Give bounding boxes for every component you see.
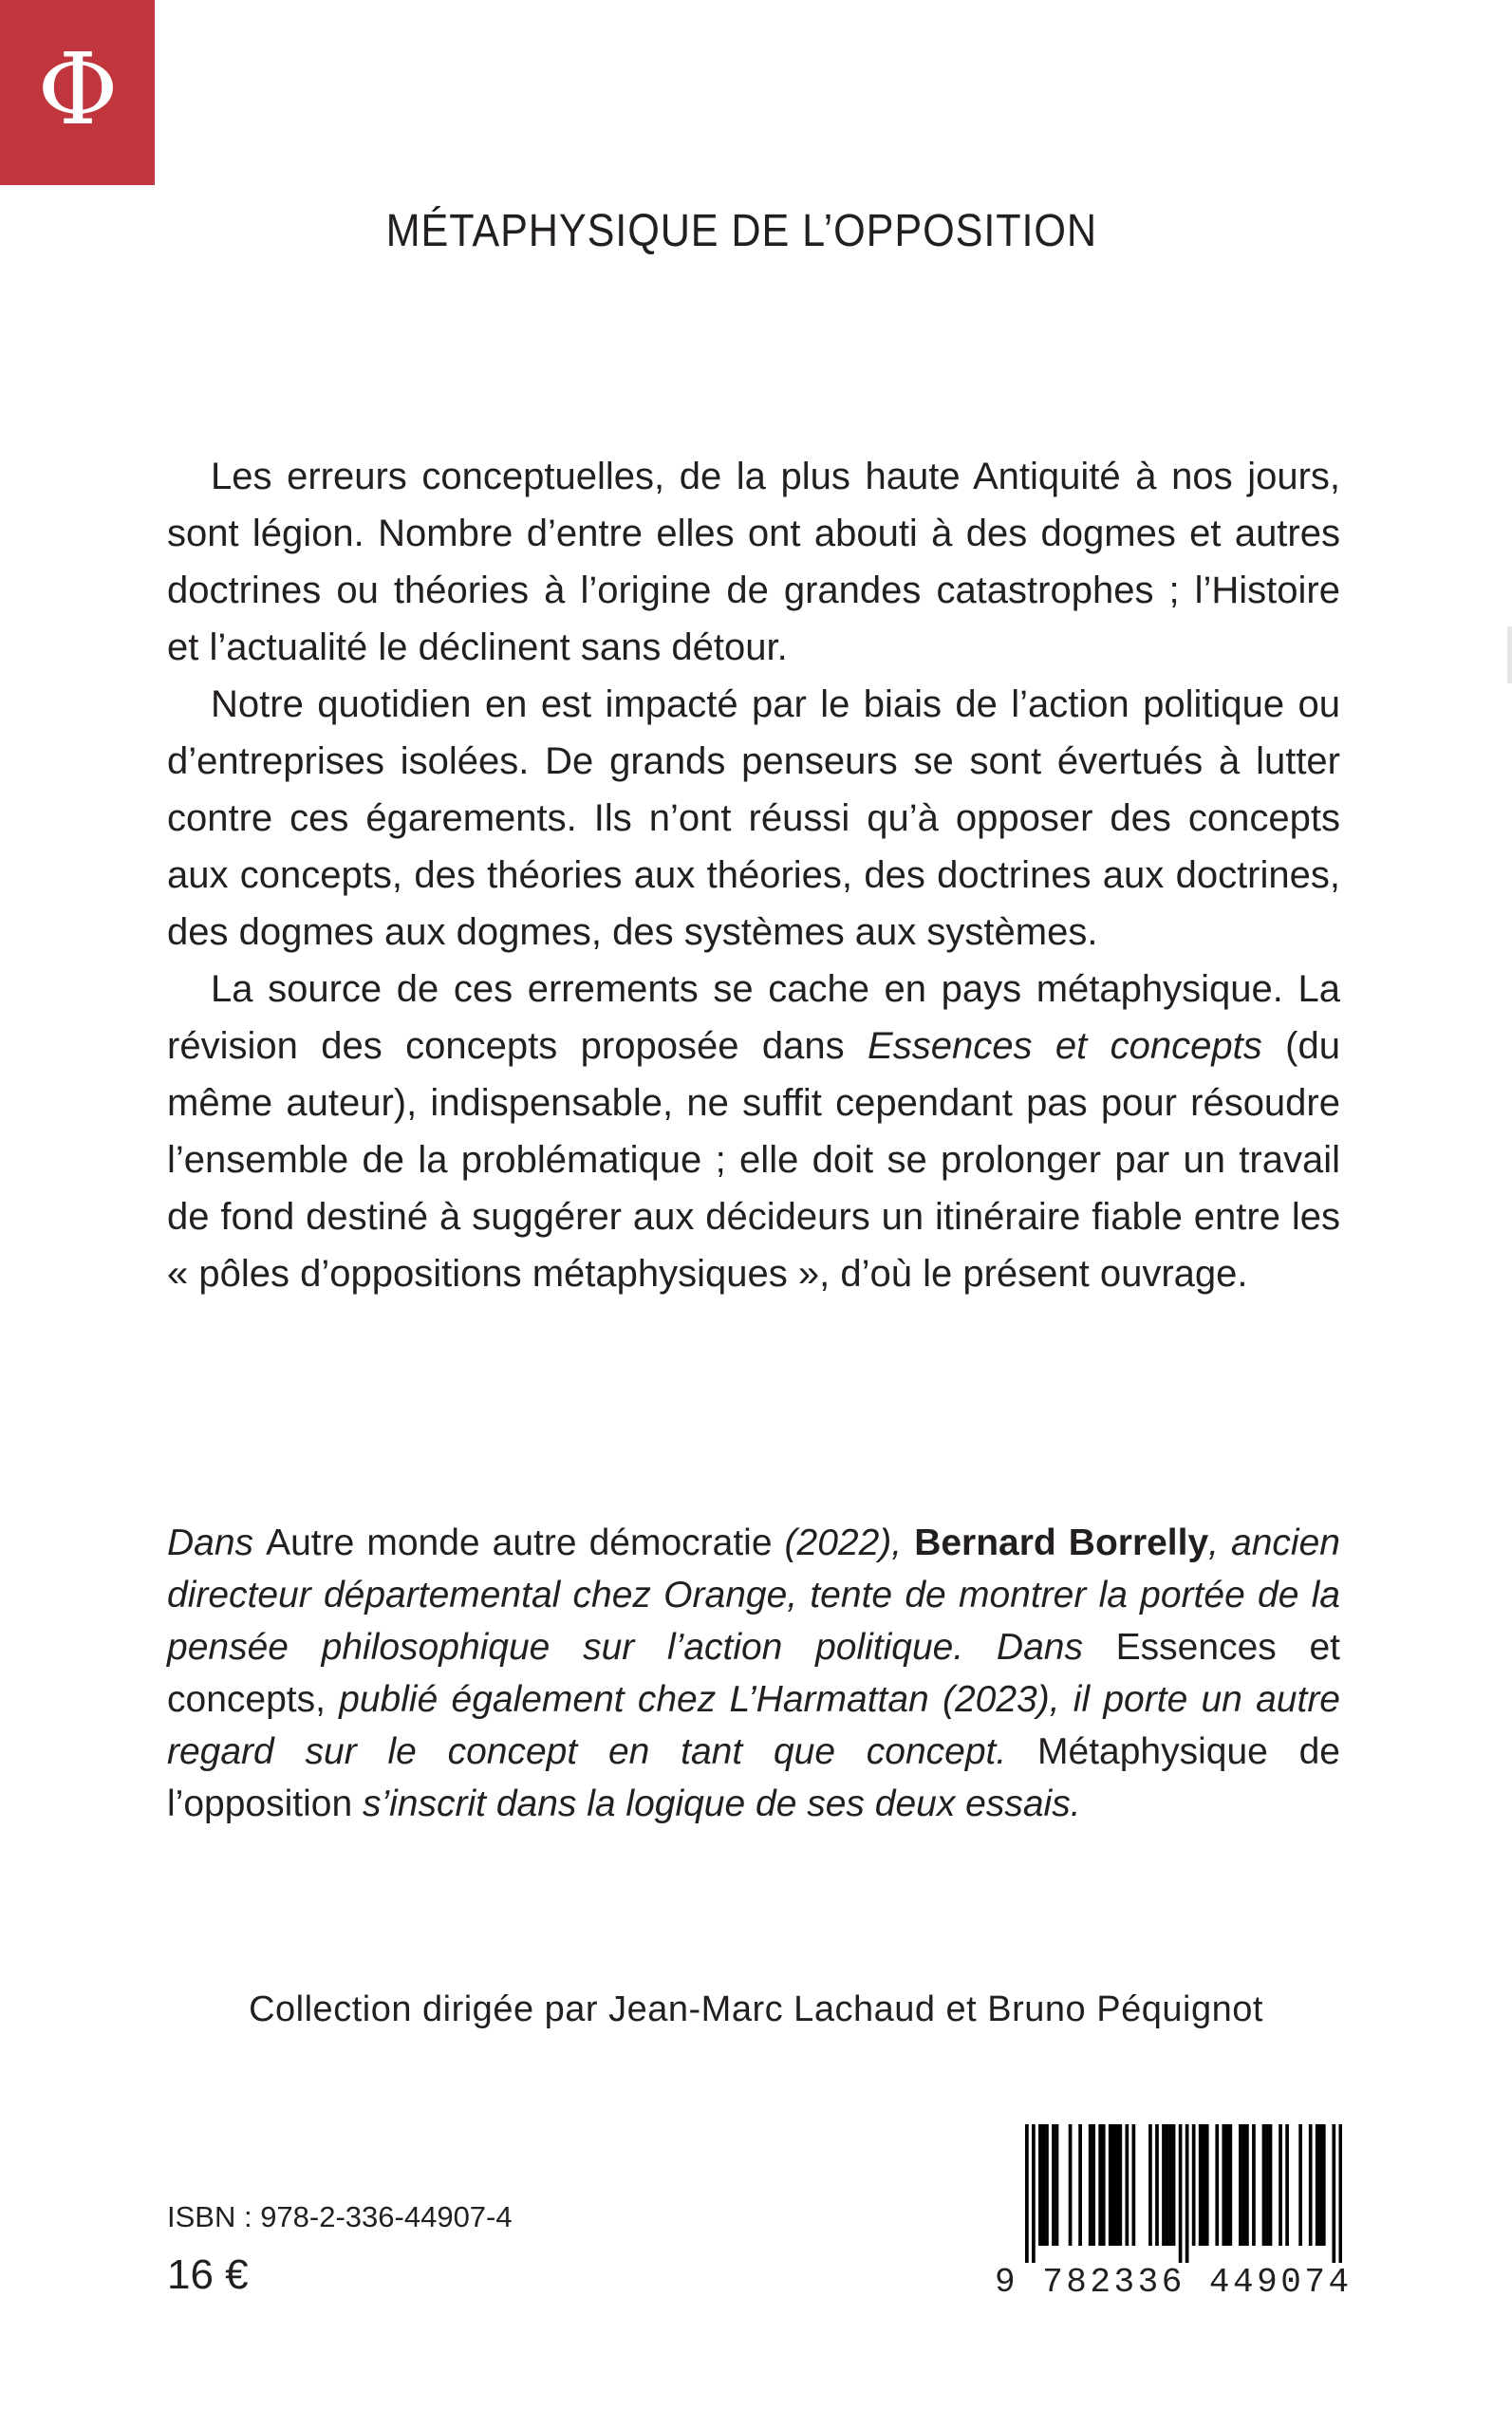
barcode-bar — [1322, 2124, 1326, 2246]
barcode-bar — [1125, 2124, 1129, 2246]
barcode-bar — [1132, 2124, 1136, 2246]
barcode-bar — [1045, 2124, 1049, 2246]
barcode-bar — [1155, 2124, 1159, 2246]
barcode-bar — [1279, 2124, 1282, 2246]
barcode-bar — [1109, 2124, 1112, 2246]
price-text: 16 € — [167, 2251, 249, 2298]
barcode-bar — [1069, 2124, 1073, 2246]
barcode-bar — [1222, 2124, 1225, 2246]
barcode-bar — [1179, 2124, 1183, 2263]
isbn-text: ISBN : 978-2-336-44907-4 — [167, 2200, 513, 2233]
barcode-bar — [1265, 2124, 1269, 2246]
barcode-bar — [1042, 2124, 1046, 2246]
barcode-bar — [1228, 2124, 1232, 2246]
barcode-bar — [1055, 2124, 1059, 2246]
barcode-bar — [1092, 2124, 1095, 2246]
barcode-bar — [1318, 2124, 1322, 2246]
barcode-bar — [1309, 2124, 1313, 2246]
summary-paragraph-1: Les erreurs conceptuelles, de la plus haute Antiquité à nos jours, sont légion. Nombre d’entre elles ont abouti à des dogmes et autres doctrines ou théories à l’origine de grandes catastrophes ; l’Histoire et l’actualité le déclinent sans détour. — [167, 456, 1340, 668]
barcode-bar — [1205, 2124, 1209, 2246]
summary-paragraph-3: La source de ces errements se cache en pays métaphysique. La révision des concepts proposée dans Essences et concepts (du même auteur), indispensable, ne suffit cependant pas pour résoudre l’ensemble de la problématique ; elle doit se prolonger par un travail de fond destiné à suggérer aux décideurs un itinéraire fiable entre les « pôles d’oppositions métaphysiques », d’où le présent ouvrage. — [167, 968, 1340, 1295]
barcode-bar — [1252, 2124, 1256, 2246]
barcode-bar — [1245, 2124, 1249, 2246]
book-title: MÉTAPHYSIQUE DE L’OPPOSITION — [385, 206, 1098, 256]
barcode-bar — [1199, 2124, 1203, 2246]
barcode-bar — [1118, 2124, 1122, 2246]
author-bio: Dans Autre monde autre démocratie (2022), Bernard Borrelly, ancien directeur départemental chez Orange, tente de montrer la portée de la pensée philosophique sur l’action politique. Dans Essences et concepts, publié également chez L’Harmattan (2023), il porte un autre regard sur le concept en tant que concept. Métaphysique de l’opposition s’inscrit dans la logique de ses deux essais. — [167, 1522, 1340, 1824]
barcode-bar — [1038, 2124, 1042, 2246]
barcode-bar — [1098, 2124, 1102, 2246]
barcode-bar — [1338, 2124, 1342, 2263]
barcode-bar — [1025, 2124, 1029, 2263]
barcode-bar — [1215, 2124, 1219, 2246]
publisher-logo — [0, 0, 155, 185]
barcode-bar — [1089, 2124, 1092, 2246]
barcode-bar — [1172, 2124, 1176, 2246]
barcode-bar — [1115, 2124, 1119, 2246]
barcode-bar — [1202, 2124, 1205, 2246]
barcode-bar — [1111, 2124, 1115, 2246]
barcode-bar — [1316, 2124, 1319, 2246]
author-name: Bernard Borrelly — [914, 1522, 1209, 1563]
spine-edge-mark — [1507, 626, 1512, 683]
barcode-bar — [1262, 2124, 1266, 2246]
barcode-bar — [1102, 2124, 1106, 2246]
barcode-bar — [1192, 2124, 1196, 2246]
barcode-bar — [1269, 2124, 1273, 2246]
barcode-bar — [1332, 2124, 1335, 2263]
barcode-bar — [1225, 2124, 1229, 2246]
barcode-bar — [1285, 2124, 1289, 2246]
barcode-bar — [1078, 2124, 1082, 2246]
svg-text:Φ: Φ — [36, 35, 119, 147]
barcode-bar — [1298, 2124, 1302, 2246]
barcode-bar — [1162, 2124, 1166, 2246]
barcode-bar — [1148, 2124, 1152, 2246]
barcode-bar — [1242, 2124, 1246, 2246]
barcode-bar — [1185, 2124, 1189, 2263]
barcode-bars-icon — [1025, 2124, 1342, 2263]
barcode-bar — [1168, 2124, 1172, 2246]
barcode-digits: 9 782336 449074 — [995, 2263, 1353, 2302]
summary-paragraph-2: Notre quotidien en est impacté par le biais de l’action politique ou d’entreprises isolées. De grands penseurs se sont évertués à lutter contre ces égarements. Ils n’ont réussi qu’à opposer des concepts aux concepts, des théories aux théories, des doctrines aux doctrines, des dogmes aux dogmes, des systèmes aux systèmes. — [167, 683, 1340, 953]
barcode-bar — [1052, 2124, 1055, 2246]
barcode-bar — [1166, 2124, 1169, 2246]
collection-credit: Collection dirigée par Jean-Marc Lachaud et Bruno Péquignot — [249, 1989, 1263, 2029]
barcode — [995, 2124, 1353, 2314]
back-cover-summary — [167, 448, 1340, 1302]
barcode-bar — [1032, 2124, 1036, 2263]
phi-logo-icon — [35, 36, 121, 150]
barcode-bar — [1239, 2124, 1242, 2246]
